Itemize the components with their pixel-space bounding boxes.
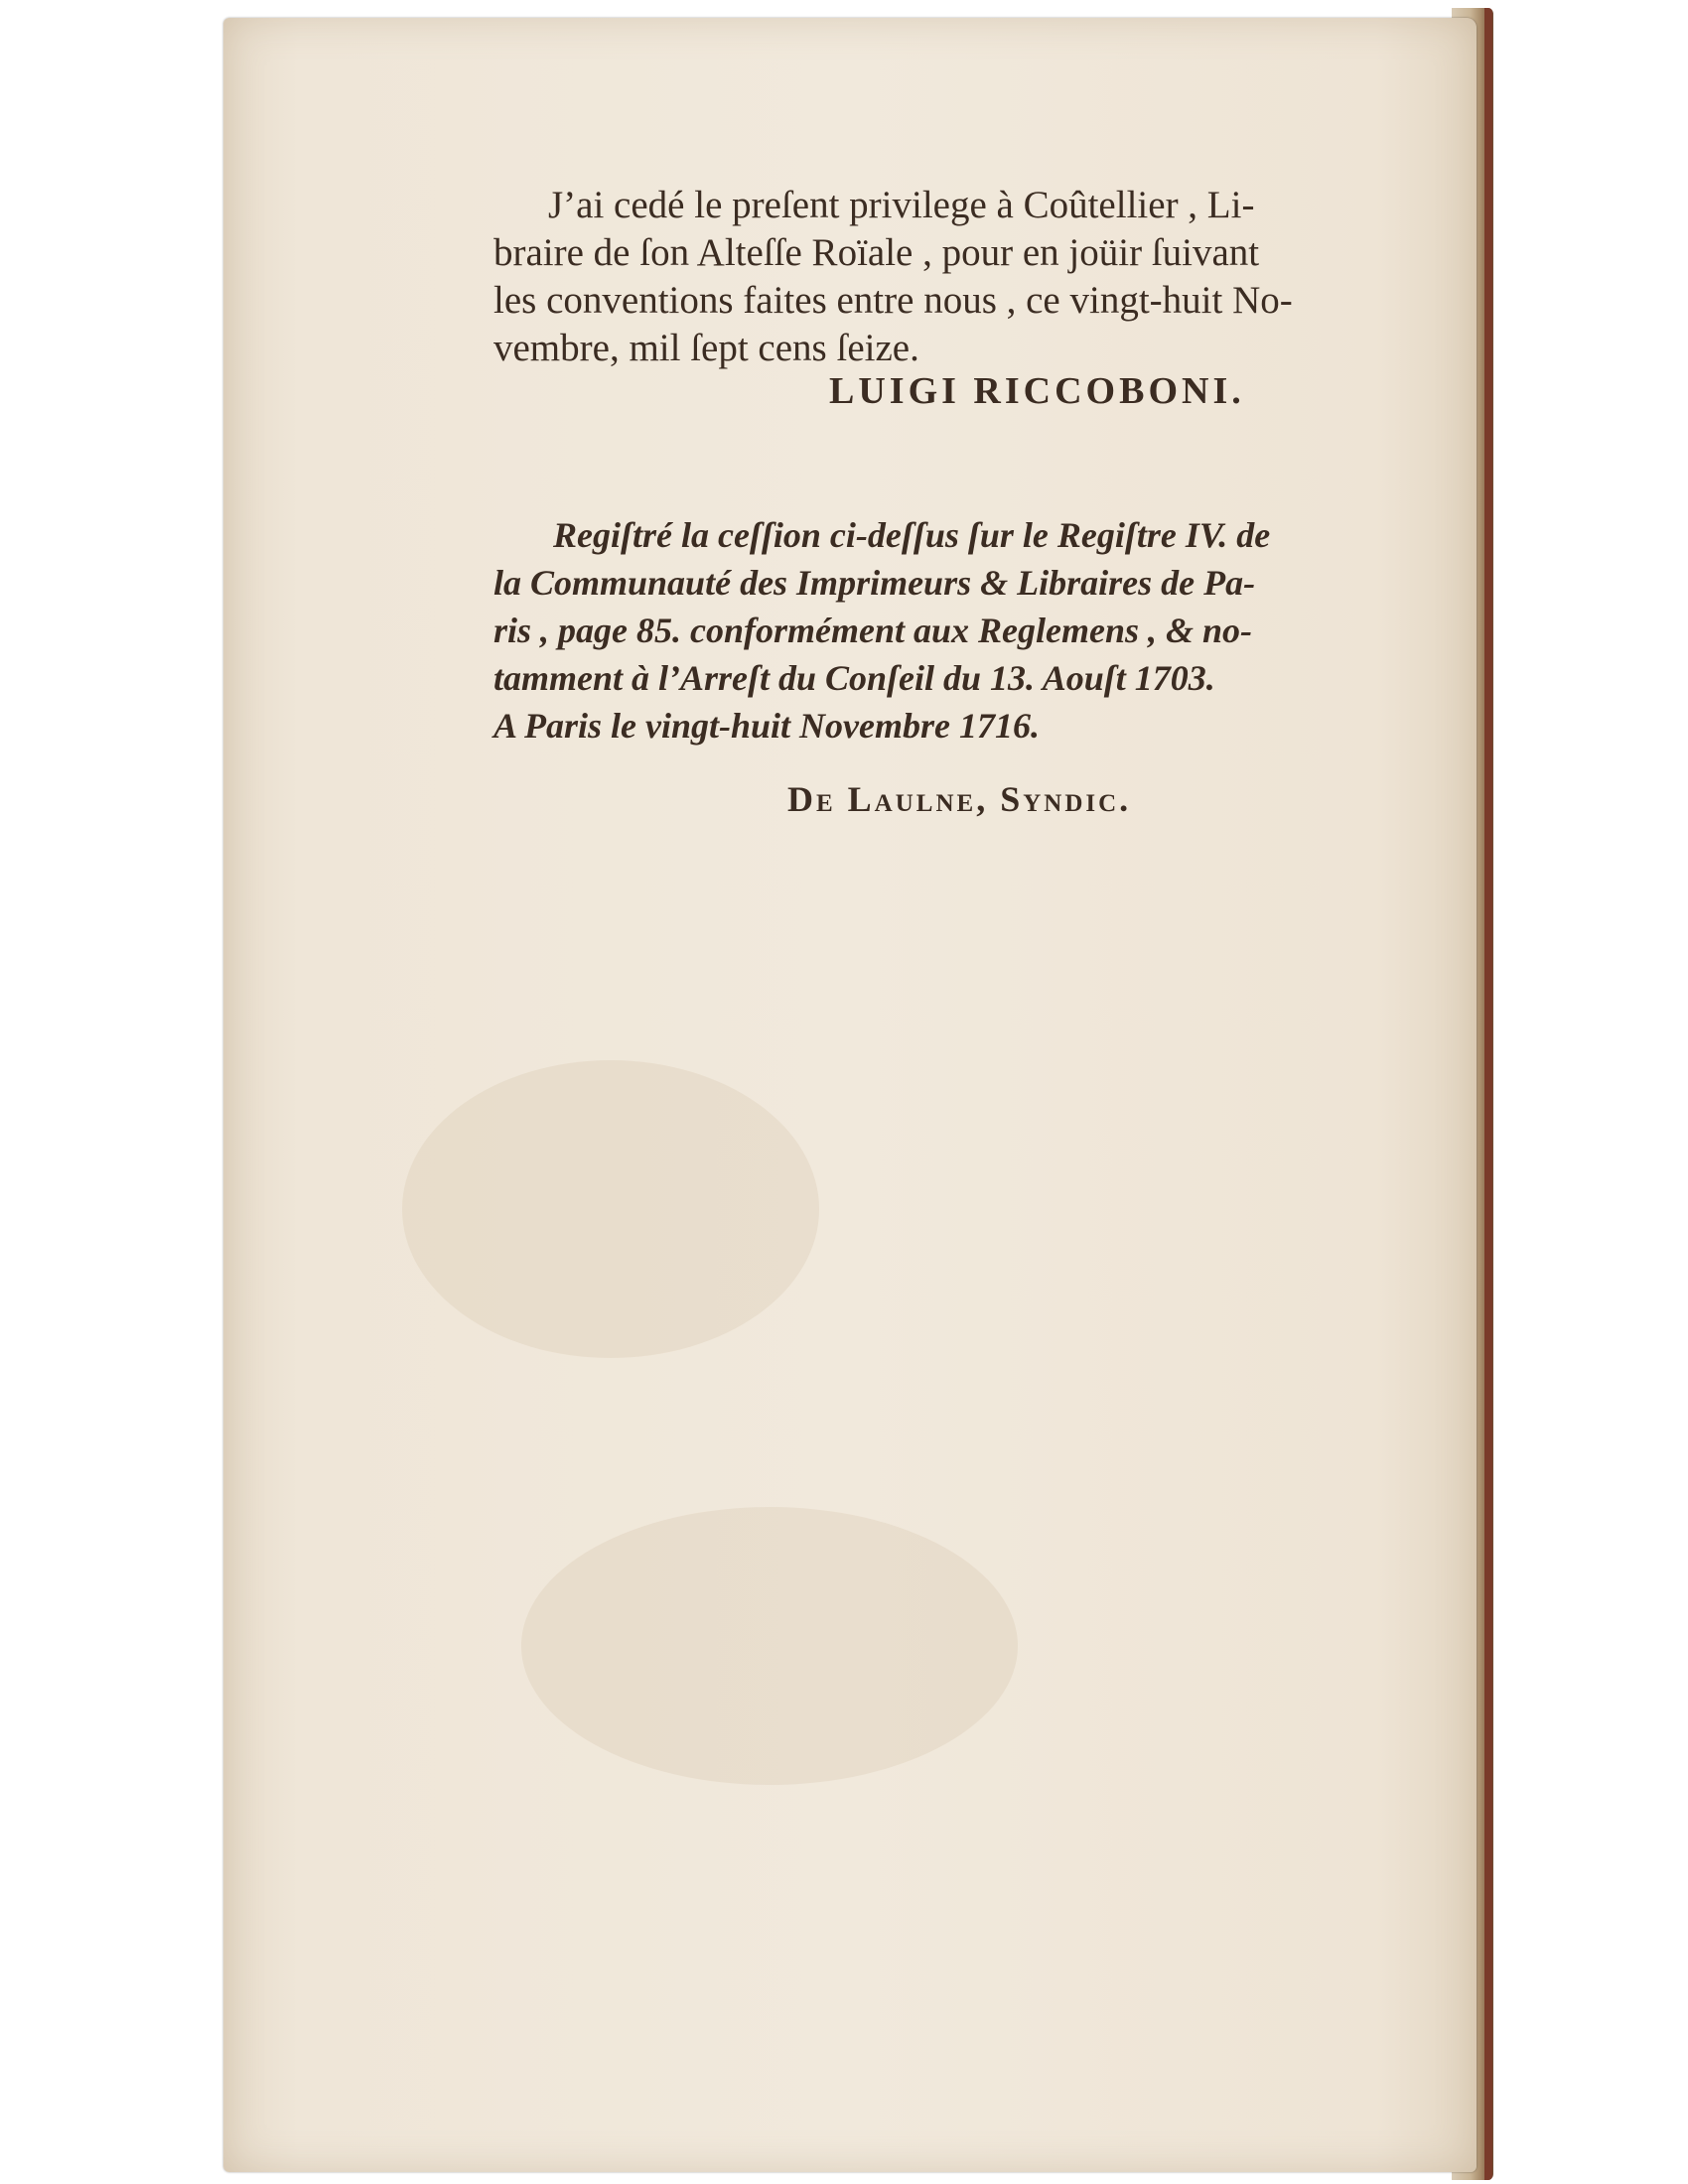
registration-line: la Communauté des Imprimeurs & Libraires de Pa- xyxy=(493,563,1256,603)
registration-line: ris , page 85. conformément aux Reglemens , & no- xyxy=(493,611,1252,650)
registration-line: tamment à l’Arreſt du Conſeil du 13. Aouſt 1703. xyxy=(493,658,1215,698)
binding-edge xyxy=(1484,8,1492,2180)
cession-line: braire de ſon Alteſſe Roïale , pour en joüir ſuivant xyxy=(493,231,1260,274)
signature-de-laulne: De Laulne, Syndic. xyxy=(787,779,1132,819)
cession-paragraph xyxy=(493,182,1407,372)
registration-line: A Paris le vingt-huit Novembre 1716. xyxy=(493,706,1041,746)
cession-line: les conventions faites entre nous , ce vingt-huit No- xyxy=(493,279,1293,322)
registration-paragraph xyxy=(493,511,1417,750)
page-stain xyxy=(402,1060,819,1358)
registration-line: Regiſtré la ceſſion ci-deſſus ſur le Regiſtre IV. de xyxy=(553,515,1271,555)
cession-line: vembre, mil ſept cens ſeize. xyxy=(493,327,919,369)
page-stain xyxy=(521,1507,1018,1785)
signature-riccoboni: LUIGI RICCOBONI. xyxy=(829,370,1245,412)
cession-line: J’ai cedé le preſent privilege à Coûtellier , Li- xyxy=(548,184,1255,226)
